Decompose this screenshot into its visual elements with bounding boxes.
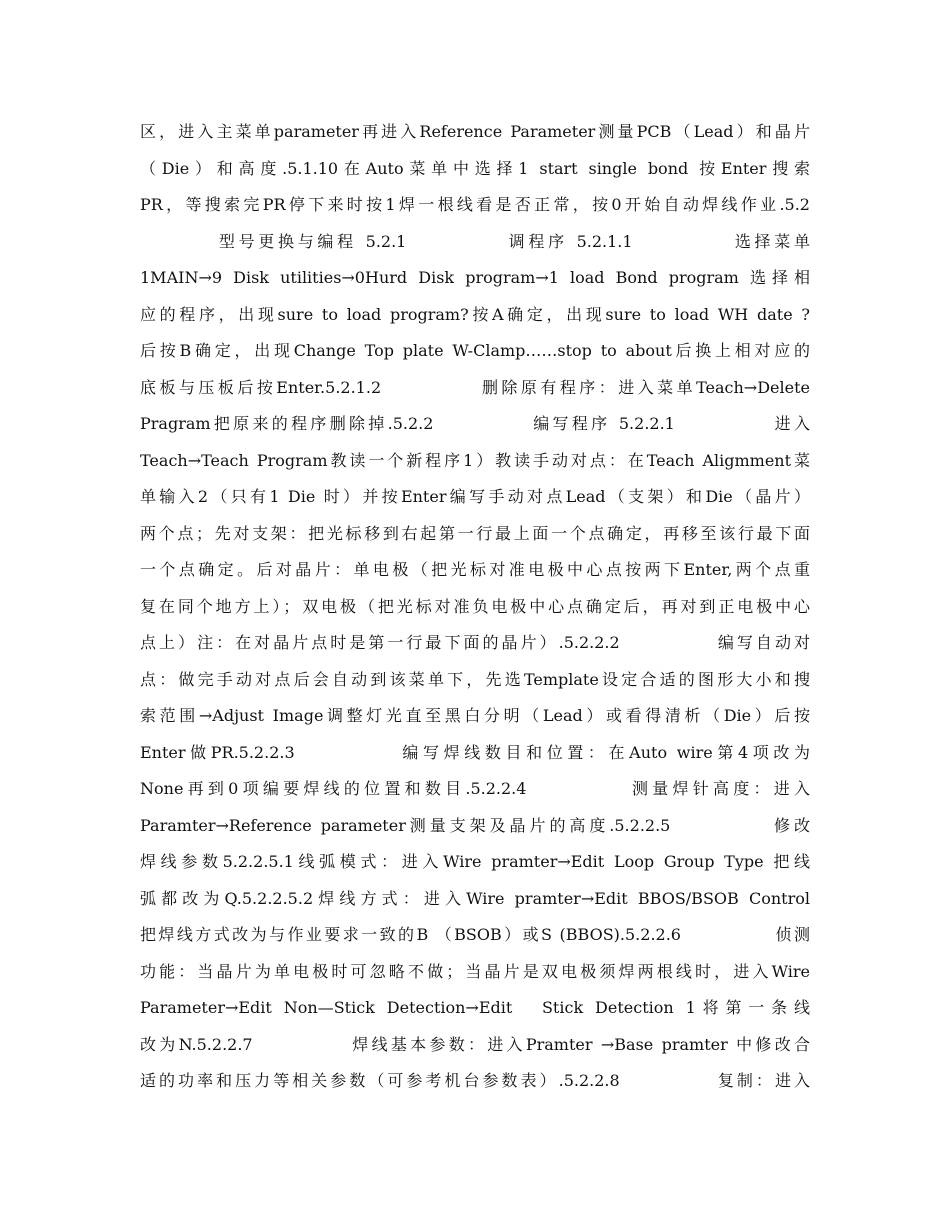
text-line: 一个点确定。后对晶片：单电极（把光标对准电极中心点按两下Enter,两个点重: [140, 560, 810, 579]
text-line: 应的程序，出现sure to load program?按A确定，出现sure to load WH date ?: [140, 304, 810, 324]
text-line: None再到0项编要焊线的位置和数目.5.2.2.4 测量焊针高度：进入: [140, 779, 810, 798]
text-line: 1MAIN→9 Disk utilities→0Hurd Disk program→1 load Bond program 选择相: [140, 268, 810, 287]
text-line: 索范围→Adjust Image调整灯光直至黑白分明（Lead）或看得清析（Die）后按: [140, 706, 810, 725]
text-line: 把焊线方式改为与作业要求一致的B （BSOB）或S (BBOS).5.2.2.6 侦测: [140, 925, 810, 944]
text-line: 复在同个地方上）；双电极（把光标对准负电极中心点确定后，再对到正电极中心: [140, 596, 810, 616]
text-line: Teach→Teach Program教读一个新程序1）教读手动对点：在Teach Aligmment菜: [140, 450, 810, 470]
text-line: Pragram把原来的程序删除掉.5.2.2 编写程序 5.2.2.1 进入: [140, 414, 810, 433]
text-line: Enter做PR.5.2.2.3 编写焊线数目和位置：在Auto wire第4项改为: [140, 742, 810, 762]
text-line: 后按B确定，出现Change Top plate W-Clamp……stop to about后换上相对应的: [140, 341, 810, 360]
text-line: 改为N.5.2.2.7 焊线基本参数：进入Pramter →Base pramter 中修改合: [140, 1034, 810, 1054]
text-line: 底板与压板后按Enter.5.2.1.2 删除原有程序：进入菜单Teach→Delete: [140, 377, 810, 397]
text-line: 区，进入主菜单parameter再进入Reference Parameter测量PCB（Lead）和晶片: [140, 122, 810, 141]
text-line: 点上）注：在对晶片点时是第一行最下面的晶片）.5.2.2.2 编写自动对: [140, 633, 810, 652]
text-line: PR，等搜索完PR停下来时按1焊一根线看是否正常，按0开始自动焊线作业.5.2: [140, 195, 810, 214]
text-line: 单输入2（只有1 Die 时）并按Enter编写手动对点Lead（支架）和Die（晶片）: [140, 487, 810, 506]
text-line: 焊线参数5.2.2.5.1线弧模式：进入Wire pramter→Edit Loop Group Type 把线: [140, 852, 810, 871]
text-line: Paramter→Reference parameter测量支架及晶片的高度.5.2.2.5 修改: [140, 815, 810, 835]
body-text: [140, 114, 810, 1100]
text-line: 适的功率和压力等相关参数（可参考机台参数表）.5.2.2.8 复制：进入: [140, 1071, 810, 1090]
text-line: 点：做完手动对点后会自动到该菜单下，先选Template设定合适的图形大小和搜: [140, 669, 810, 689]
text-line: Parameter→Edit Non—Stick Detection→Edit Stick Detection 1将第一条线: [140, 998, 810, 1017]
text-line: （Die）和高度.5.1.10在Auto菜单中选择1 start single bond 按Enter搜索: [140, 158, 810, 178]
text-line: 功能：当晶片为单电极时可忽略不做；当晶片是双电极须焊两根线时，进入Wire: [140, 961, 810, 981]
text-line: 两个点；先对支架：把光标移到右起第一行最上面一个点确定，再移至该行最下面: [140, 523, 810, 543]
text-line: 弧都改为Q.5.2.2.5.2焊线方式：进入Wire pramter→Edit BBOS/BSOB Control: [140, 888, 810, 908]
text-line: 型号更换与编程 5.2.1 调程序 5.2.1.1 选择菜单: [140, 231, 810, 251]
